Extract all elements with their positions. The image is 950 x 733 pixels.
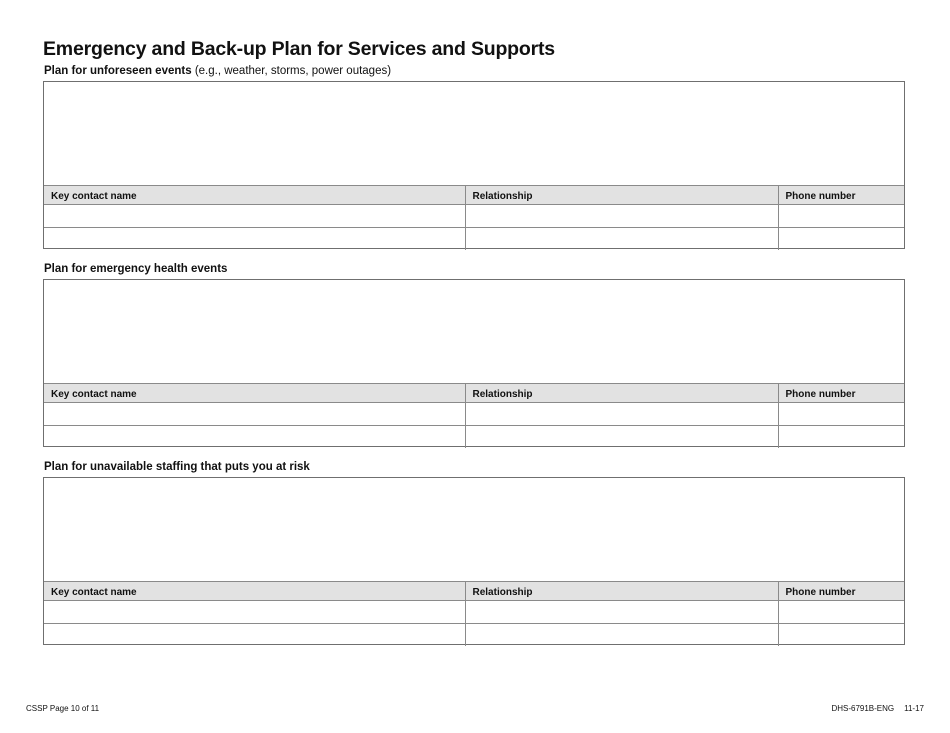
table-row: [44, 600, 904, 623]
table-row: [44, 227, 904, 250]
plan-text-area[interactable]: [44, 82, 904, 186]
table-row: [44, 623, 904, 646]
key-contact-name-field[interactable]: [44, 204, 465, 227]
plan-text-area[interactable]: [44, 478, 904, 582]
section-heading-emergency-health-events: [44, 263, 227, 275]
table-header-row: [44, 384, 904, 402]
table-row: [44, 425, 904, 448]
column-header-phone-number: Phone number: [778, 186, 904, 204]
relationship-field[interactable]: [465, 227, 778, 250]
key-contact-name-field[interactable]: [44, 600, 465, 623]
footer-page-label: CSSP Page 10 of 11: [26, 704, 100, 713]
column-header-key-contact-name: Key contact name: [44, 186, 465, 204]
section-heading-unavailable-staffing: [44, 461, 310, 473]
relationship-field[interactable]: [465, 600, 778, 623]
phone-number-field[interactable]: [778, 623, 904, 646]
key-contact-name-field[interactable]: [44, 227, 465, 250]
phone-number-field[interactable]: [778, 425, 904, 448]
key-contact-name-field[interactable]: [44, 425, 465, 448]
column-header-phone-number: Phone number: [778, 582, 904, 600]
contact-table: [44, 186, 904, 250]
table-row: [44, 204, 904, 227]
plan-text-area[interactable]: [44, 280, 904, 384]
table-header-row: [44, 582, 904, 600]
footer-form-info: [831, 704, 924, 713]
relationship-field[interactable]: [465, 204, 778, 227]
contact-table: [44, 384, 904, 448]
section-title: Plan for unavailable staffing that puts you at risk: [44, 461, 310, 473]
section-unavailable-staffing: [43, 477, 905, 645]
column-header-relationship: Relationship: [465, 582, 778, 600]
contact-table: [44, 582, 904, 646]
page-title: Emergency and Back-up Plan for Services and Supports: [43, 38, 555, 60]
relationship-field[interactable]: [465, 425, 778, 448]
key-contact-name-field[interactable]: [44, 623, 465, 646]
section-hint: (e.g., weather, storms, power outages): [191, 65, 392, 77]
table-row: [44, 402, 904, 425]
column-header-phone-number: Phone number: [778, 384, 904, 402]
column-header-key-contact-name: Key contact name: [44, 384, 465, 402]
phone-number-field[interactable]: [778, 204, 904, 227]
section-title: Plan for emergency health events: [44, 263, 228, 275]
phone-number-field[interactable]: [778, 600, 904, 623]
form-revision: 11-17: [904, 704, 924, 713]
phone-number-field[interactable]: [778, 402, 904, 425]
section-heading-unforeseen-events: [44, 65, 391, 77]
section-title: Plan for unforeseen events: [44, 65, 192, 77]
key-contact-name-field[interactable]: [44, 402, 465, 425]
section-unforeseen-events: [43, 81, 905, 249]
section-emergency-health-events: [43, 279, 905, 447]
relationship-field[interactable]: [465, 402, 778, 425]
column-header-relationship: Relationship: [465, 384, 778, 402]
form-id: DHS-6791B-ENG: [831, 704, 895, 713]
column-header-key-contact-name: Key contact name: [44, 582, 465, 600]
table-header-row: [44, 186, 904, 204]
column-header-relationship: Relationship: [465, 186, 778, 204]
relationship-field[interactable]: [465, 623, 778, 646]
phone-number-field[interactable]: [778, 227, 904, 250]
